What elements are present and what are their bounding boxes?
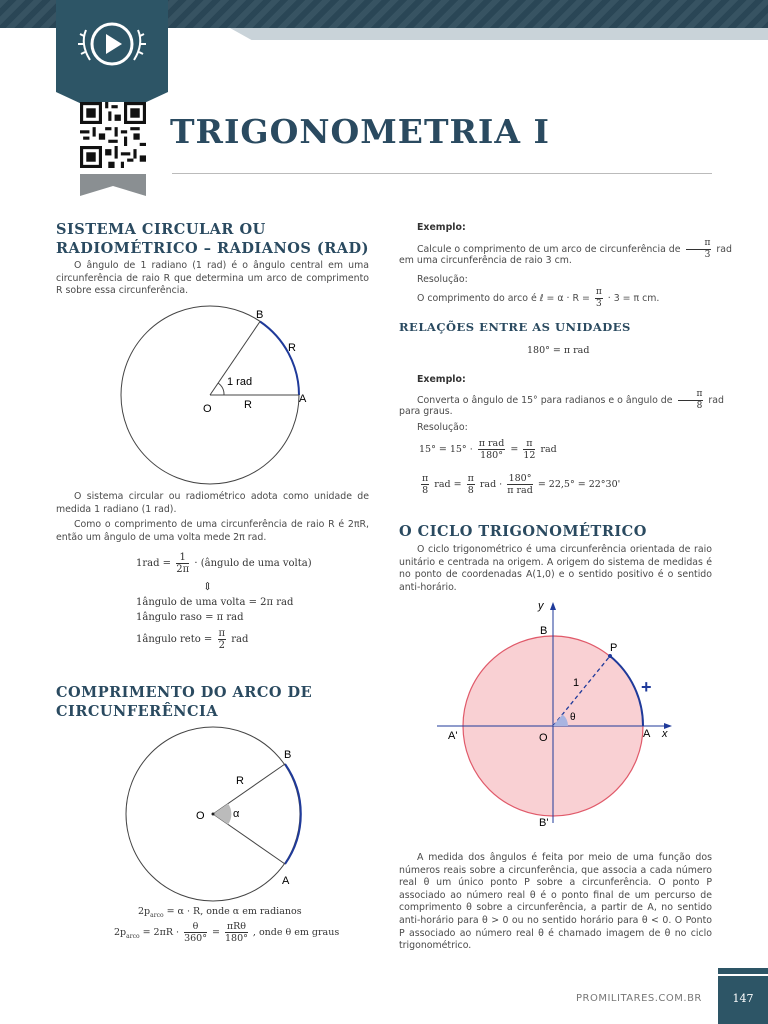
point-a-label: A xyxy=(299,393,307,405)
top-accent-strip xyxy=(230,28,768,40)
footer-website: PROMILITARES.COM.BR xyxy=(576,993,702,1004)
formula-arc-degrees: $2p_{arco} = 2\pi R$ · $\frac{\theta}{360^\circ}$ = $\frac{\text{πRθ}}{180^\circ}$ , onde θ em graus xyxy=(114,921,340,944)
unit-radius-label: 1 xyxy=(573,677,580,689)
positive-direction-icon: + xyxy=(641,677,652,697)
arc-radius-label: R xyxy=(236,775,244,787)
page-number: 147 xyxy=(732,992,754,1005)
equation-right-angle: 1ângulo reto = $\frac{\pi}{2}$ rad xyxy=(136,628,249,651)
paragraph-angle-measure: A medida dos ângulos é feita por meio de uma função dos números reais sobre a circunferência, que associa a cada número real θ um único ponto P sobre a circunferência. O ponto P associado ao número real θ é o ponto final de um percurso de comprimento θ sobre a circunferência, a partir de A, no sentido anti-horário para θ > 0 ou no sentido horário para θ < 0. O Ponto P associado ao número real θ é chamado imagem de θ no ciclo trigonométrico. xyxy=(399,852,712,952)
arc-r-label: R xyxy=(288,342,296,354)
x-axis-label: x xyxy=(662,728,668,740)
paragraph-circumference: Como o comprimento de uma circunferência de raio R é 2πR, então um ângulo de uma volta mede 2π rad. xyxy=(56,519,369,543)
arc-point-b-label: B xyxy=(284,749,292,761)
section-heading-radians: SISTEMA CIRCULAR OU RADIOMÉTRICO – RADIANOS (RAD) xyxy=(56,221,369,257)
example-2-resolution-label: Resolução: xyxy=(417,422,468,433)
cycle-point-b-prime-label: B' xyxy=(539,817,549,829)
qr-ribbon xyxy=(80,174,146,196)
radius-r-label: R xyxy=(244,399,252,411)
example-2-label: Exemplo: xyxy=(417,374,466,385)
radian-figure xyxy=(110,300,320,500)
formula-arc-radians: $2p_{arco} = \alpha \cdot R$, onde α em radianos xyxy=(138,906,302,919)
cycle-point-b-label: B xyxy=(540,625,548,637)
origin-label: O xyxy=(203,403,212,415)
example-1-statement: Calcule o comprimento de um arco de circunferência de $\frac{\pi}{3}$ rad em uma circunferência de raio 3 cm. xyxy=(399,238,732,266)
relation-equation: 180° = π rad xyxy=(527,345,590,356)
section-heading-trig-cycle: O CICLO TRIGONOMÉTRICO xyxy=(399,523,647,540)
qr-code-icon xyxy=(80,102,146,168)
brand-badge xyxy=(56,0,168,118)
equivalence-arrow-icon: ⇕ xyxy=(203,580,213,593)
equation-one-radian: 1rad = $\frac{1}{2\pi}$ · (ângulo de uma volta) xyxy=(136,552,312,575)
paragraph-radian-definition: O ângulo de 1 radiano (1 rad) é o ângulo central em uma circunferência de raio R que determina um arco de comprimento R sobre essa circunferência. xyxy=(56,260,369,297)
example-2-radians-to-degrees: $\frac{\pi}{8}$ rad = $\frac{\pi}{8}$ rad · $\frac{180^\circ}{\text{π rad}}$ = 22,5° = 22°30' xyxy=(422,473,621,496)
example-2-statement: Converta o ângulo de 15° para radianos e o ângulo de $\frac{\pi}{8}$ rad para graus. xyxy=(399,389,724,417)
paragraph-unit: O sistema circular ou radiométrico adota como unidade de medida 1 radiano (1 rad). xyxy=(56,491,369,515)
point-b-label: B xyxy=(256,309,264,321)
equation-straight-angle: 1ângulo raso = π rad xyxy=(136,612,244,623)
arc-point-a-label: A xyxy=(282,875,290,887)
title-divider xyxy=(172,173,712,174)
paragraph-trig-cycle: O ciclo trigonométrico é uma circunferência orientada de raio unitário e centrada na origem. A origem do sistema de medidas é no ponto de coordenadas A(1,0) e o sentido positivo é o sentido anti-horário. xyxy=(399,544,712,593)
example-1-resolution-label: Resolução: xyxy=(417,274,468,285)
trig-cycle-figure xyxy=(432,598,682,830)
section-heading-arc-length: COMPRIMENTO DO ARCO DE CIRCUNFERÊNCIA xyxy=(56,684,313,720)
arc-length-figure xyxy=(115,722,315,904)
y-axis-label: y xyxy=(538,600,544,612)
example-1-label: Exemplo: xyxy=(417,222,466,233)
cycle-point-a-label: A xyxy=(643,728,651,740)
alpha-label: α xyxy=(233,808,240,820)
cycle-origin-label: O xyxy=(539,732,548,744)
page-title: TRIGONOMETRIA I xyxy=(170,112,550,151)
equation-full-turn: 1ângulo de uma volta = 2π rad xyxy=(136,597,294,608)
example-2-degrees-to-radians: 15° = 15° · $\frac{\text{π rad}}{180^\circ}$ = $\frac{\pi}{12}$ rad xyxy=(419,438,557,461)
cycle-point-a-prime-label: A' xyxy=(448,730,458,742)
section-heading-unit-relations: RELAÇÕES ENTRE AS UNIDADES xyxy=(399,320,631,334)
theta-label: θ xyxy=(570,712,576,723)
cycle-point-p-label: P xyxy=(610,642,618,654)
page-number-accent xyxy=(718,968,768,974)
arc-origin-label: O xyxy=(196,810,205,822)
example-1-solution: O comprimento do arco é ℓ = α · R = $\frac{\pi}{3}$ · 3 = π cm. xyxy=(417,287,660,309)
angle-label: 1 rad xyxy=(227,376,253,388)
